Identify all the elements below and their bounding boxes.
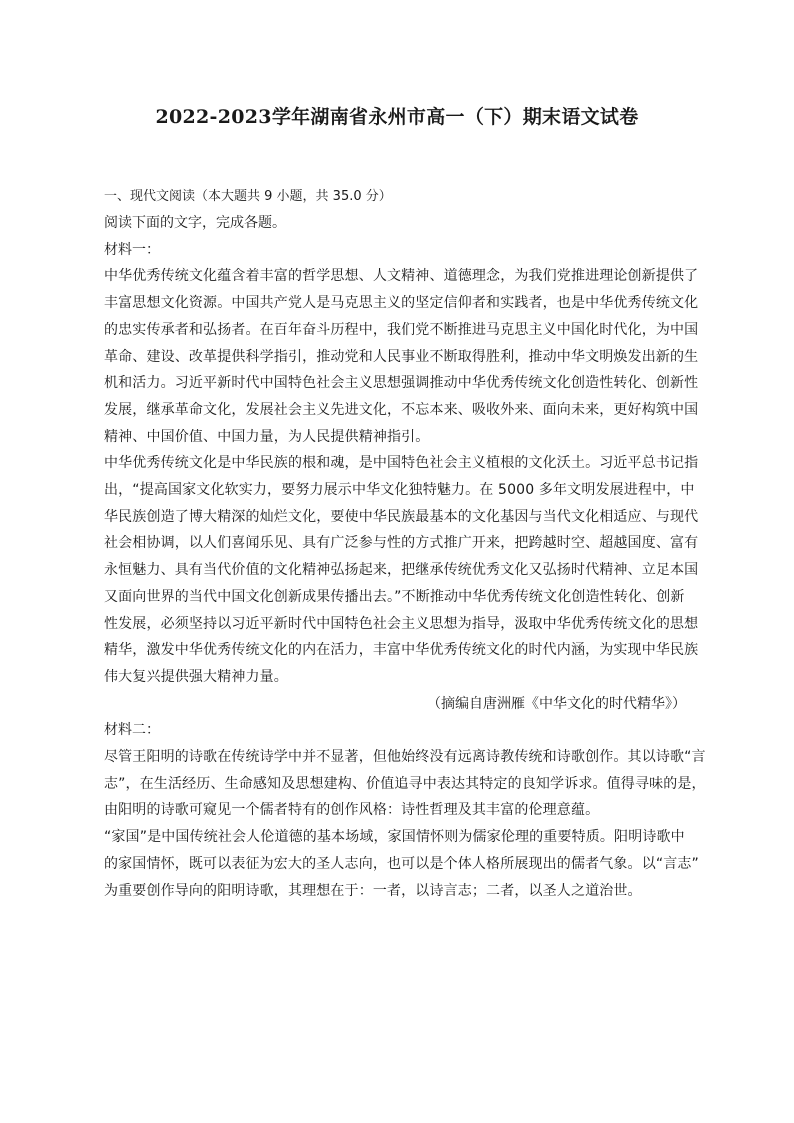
material-two-paragraph-1	[104, 744, 706, 824]
text-line: 的家国情怀，既可以表征为宏大的圣人志向，也可以是个体人格所展现出的儒者气象。以“言志”	[104, 855, 699, 872]
section-header: 一、现代文阅读（本大题共 9 小题，共 35.0 分）	[104, 189, 392, 204]
instruction-text: 阅读下面的文字，完成各题。	[104, 215, 286, 231]
text-line: 为重要创作导向的阳明诗歌，其理想在于：一者，以诗言志；二者，以圣人之道治世。	[104, 882, 642, 899]
text-line: 机和活力。习近平新时代中国特色社会主义思想强调推动中华优秀传统文化创造性转化、创新性	[104, 375, 699, 392]
text-line: 社会相协调，以人们喜闻乐见、具有广泛参与性的方式推广开来，把跨越时空、超越国度、富有	[104, 535, 699, 552]
text-line: 志”，在生活经历、生命感知及思想建构、价值追寻中表达其特定的良知学诉求。值得寻味的是，	[104, 775, 706, 792]
text-line: 华民族创造了博大精深的灿烂文化，要使中华民族最基本的文化基因与当代文化相适应、与现代	[104, 508, 699, 525]
text-line: 出，“提高国家文化软实力，要努力展示中华文化独特魅力。在 5000 多年文明发展进程中，中	[104, 482, 695, 499]
page-title: 2022-2023学年湖南省永州市高一（下）期末语文试卷	[155, 106, 639, 128]
material-one-paragraph-2	[104, 450, 699, 690]
text-line: 中华优秀传统文化蕴含着丰富的哲学思想、人文精神、道德理念，为我们党推进理论创新提供了	[104, 268, 699, 285]
material-one-label: 材料一：	[104, 241, 160, 258]
text-line: 丰富思想文化资源。中国共产党人是马克思主义的坚定信仰者和实践者，也是中华优秀传统文化	[104, 295, 699, 312]
text-line: 性发展，必须坚持以习近平新时代中国特色社会主义思想为指导，汲取中华优秀传统文化的思想	[104, 615, 699, 632]
material-two-label: 材料二：	[104, 722, 160, 739]
text-line: 尽管王阳明的诗歌在传统诗学中并不显著，但他始终没有远离诗教传统和诗歌创作。其以诗歌“言	[104, 749, 706, 766]
material-one-paragraph-1	[104, 263, 699, 450]
text-line: 精华，激发中华优秀传统文化的内在活力，丰富中华优秀传统文化的时代内涵，为实现中华民族	[104, 642, 699, 659]
text-line: 伟大复兴提供强大精神力量。	[104, 668, 288, 685]
text-line: 又面向世界的当代中国文化创新成果传播出去。”不断推动中华优秀传统文化创造性转化、创新	[104, 588, 685, 605]
text-line: 精神、中国价值、中国力量，为人民提供精神指引。	[104, 428, 430, 445]
text-line: 由阳明的诗歌可窥见一个儒者特有的创作风格：诗性哲理及其丰富的伦理意蕴。	[104, 802, 600, 819]
text-line: 发展，继承革命文化，发展社会主义先进文化，不忘本来、吸收外来、面向未来，更好构筑中国	[104, 401, 699, 418]
text-line: 中华优秀传统文化是中华民族的根和魂，是中国特色社会主义植根的文化沃土。习近平总书记指	[104, 455, 699, 472]
source-citation: （摘编自唐洲雁《中华文化的时代精华》）	[427, 695, 686, 712]
text-line: 的忠实传承者和弘扬者。在百年奋斗历程中，我们党不断推进马克思主义中国化时代化，为中国	[104, 321, 699, 338]
material-two-paragraph-2	[104, 824, 699, 904]
text-line: 永恒魅力、具有当代价值的文化精神弘扬起来，把继承传统优秀文化又弘扬时代精神、立足本国	[104, 562, 699, 579]
text-line: “家国”是中国传统社会人伦道德的基本场域，家国情怀则为儒家伦理的重要特质。阳明诗歌中	[104, 829, 685, 846]
text-line: 革命、建设、改革提供科学指引，推动党和人民事业不断取得胜利，推动中华文明焕发出新的生	[104, 348, 699, 365]
